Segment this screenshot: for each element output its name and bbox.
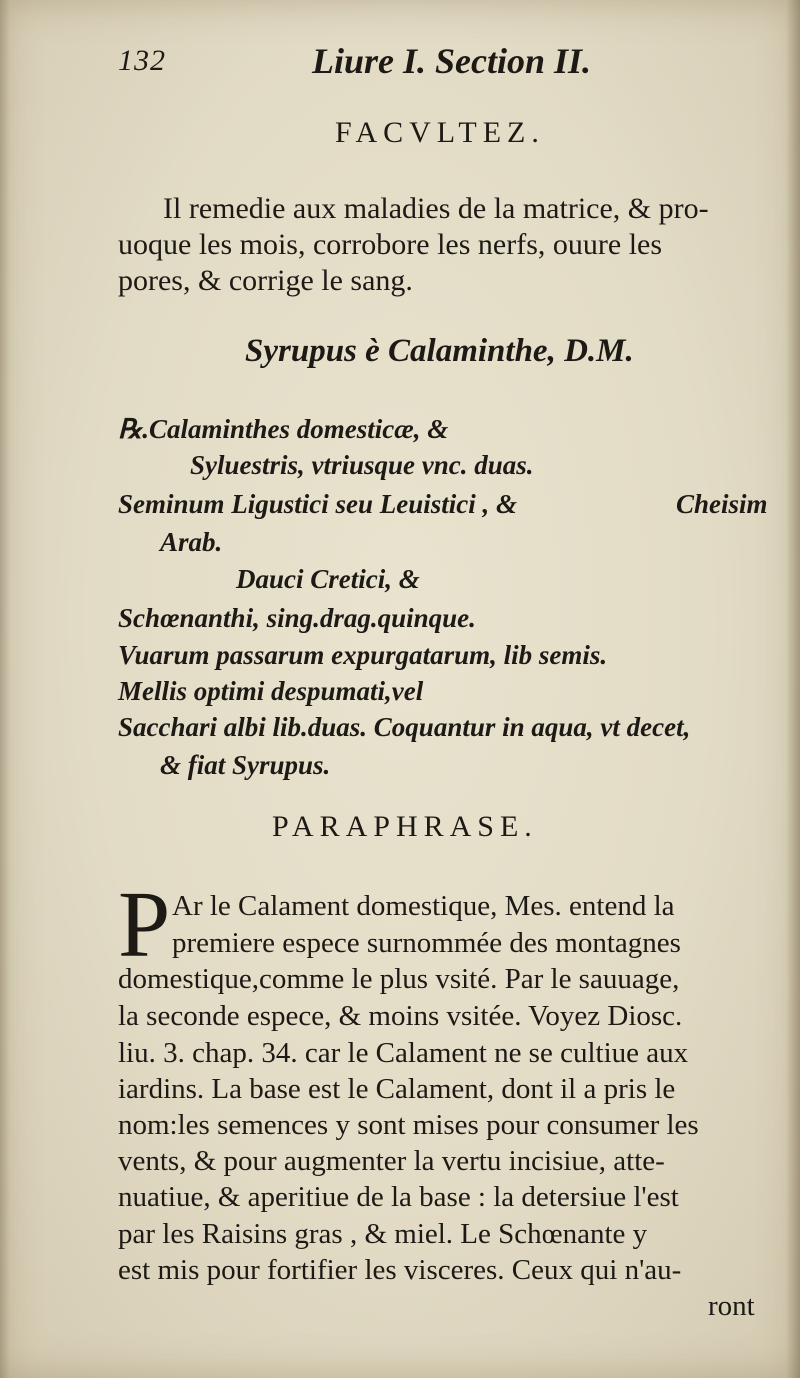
recipe-line-2: Syluestris, vtriusque vnc. duas. [190,450,534,480]
recipe-rx-symbol: ℞ [118,414,143,444]
paraphrase-line-9: nuatiue, & aperitiue de la base : la detersiue l'est [118,1181,679,1213]
recipe-line-1-text: .Calaminthes domesticæ, & [142,414,449,444]
section-heading-paraphrase: PARAPHRASE. [272,810,538,843]
recipe-line-8: Mellis optimi despumati,vel [118,676,424,706]
recipe-line-4: Arab. [160,527,223,557]
paraphrase-line-5: liu. 3. chap. 34. car le Calament ne se cultiue aux [118,1037,689,1069]
page-edge-shadow-right [786,0,800,1378]
recipe-title: Syrupus è Calaminthe, D.M. [245,333,634,369]
paraphrase-line-2: premiere espece surnommée des montagnes [172,927,681,959]
running-title: Liure I. Section II. [312,41,592,81]
paraphrase-line-7: nom:les semences y sont mises pour consumer les [118,1109,699,1141]
recipe-line-3: Seminum Ligustici seu Leuistici , & [118,489,518,519]
page-number: 132 [118,44,166,77]
paraphrase-line-11: est mis pour fortifier les visceres. Ceux qui n'au- [118,1254,682,1286]
recipe-line-1 [118,414,448,445]
recipe-line-9: Sacchari albi lib.duas. Coquantur in aqua, vt decet, [118,712,691,742]
recipe-line-3-right: Cheisim [676,489,768,519]
paraphrase-line-6: iardins. La base est le Calament, dont il a pris le [118,1073,676,1105]
paraphrase-line-8: vents, & pour augmenter la vertu incisiue, atte- [118,1145,665,1177]
paraphrase-line-4: la seconde espece, & moins vsitée. Voyez Diosc. [118,1000,683,1032]
recipe-line-5: Dauci Cretici, & [236,564,420,594]
paraphrase-line-10: par les Raisins gras , & miel. Le Schœnante y [118,1218,648,1250]
page-edge-shadow-left [0,0,10,1378]
paraphrase-line-3: domestique,comme le plus vsité. Par le sauuage, [118,963,680,995]
recipe-line-7: Vuarum passarum expurgatarum, lib semis. [118,640,608,670]
facultez-line-2: uoque les mois, corrobore les nerfs, ouure les [118,228,663,261]
facultez-line-3: pores, & corrige le sang. [118,264,413,297]
recipe-line-10: & fiat Syrupus. [160,750,331,780]
recipe-line-6: Schœnanthi, sing.drag.quinque. [118,603,476,633]
paraphrase-line-1: Ar le Calament domestique, Mes. entend la [172,890,675,922]
section-heading-facultez: FACVLTEZ. [335,116,545,149]
catchword: ront [708,1290,755,1322]
facultez-line-1: Il remedie aux maladies de la matrice, & pro- [163,192,709,225]
drop-cap: P [118,873,171,977]
